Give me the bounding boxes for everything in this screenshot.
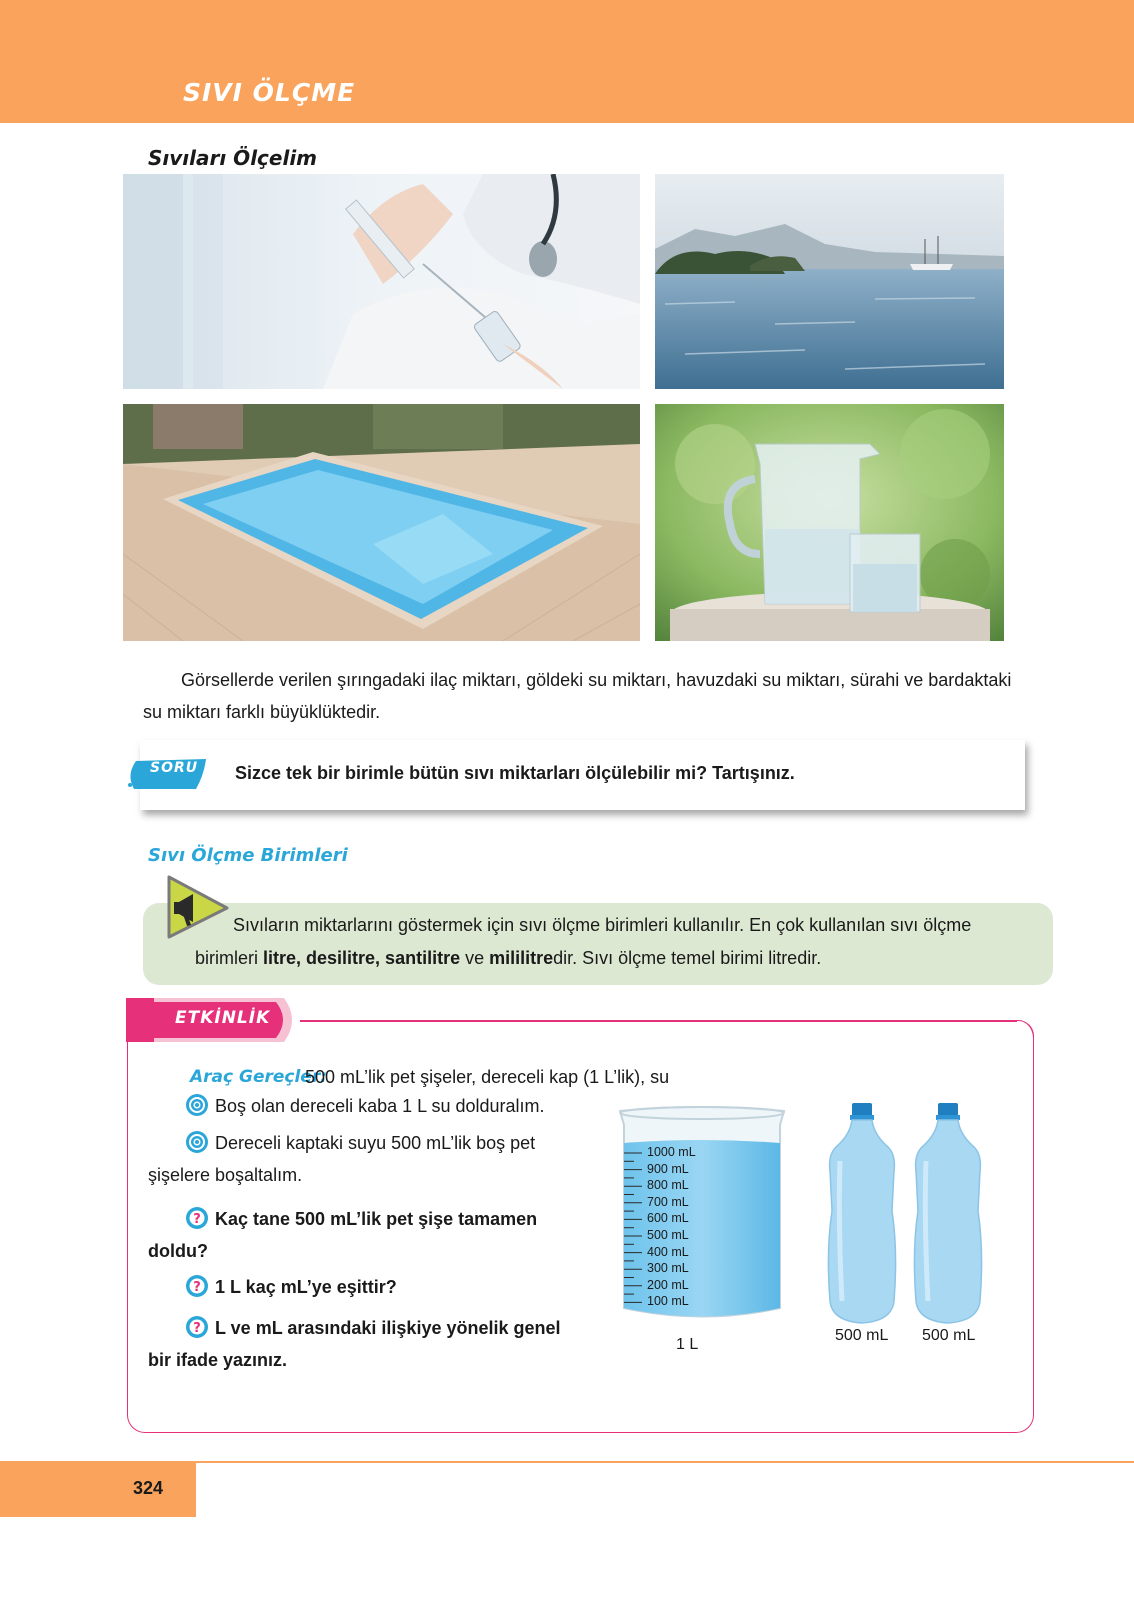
question-bullet-icon <box>185 1206 209 1230</box>
tools-text: 500 mL’lik pet şişeler, dereceli kap (1 L’lik), su <box>305 1067 670 1087</box>
question-text: Sizce tek bir birimle bütün sıvı miktarları ölçülebilir mi? Tartışınız. <box>235 763 795 783</box>
activity-badge-label: ETKİNLİK <box>175 1008 271 1028</box>
beaker-mark-label: 800 mL <box>647 1178 689 1193</box>
header-band <box>0 0 1134 123</box>
svg-text:?: ? <box>193 1212 201 1227</box>
pitcher-glass-photo <box>655 404 1004 641</box>
footer-tab <box>0 1461 196 1517</box>
question-badge-label: SORU <box>150 760 199 776</box>
unit-mililitre: mililitre <box>489 948 554 968</box>
question-bullet-icon <box>185 1315 209 1339</box>
section-title-measure: Sıvıları Ölçelim <box>148 146 318 170</box>
svg-text:?: ? <box>193 1280 201 1295</box>
beaker-mark-label: 1000 mL <box>647 1145 696 1159</box>
step-2: Dereceli kaptaki suyu 500 mL’lik boş pet şişelere boşaltalım. <box>148 1127 580 1191</box>
question-bullet-icon <box>185 1274 209 1298</box>
page-number: 324 <box>133 1478 164 1498</box>
beaker-mark-label: 900 mL <box>647 1161 689 1176</box>
page-title: SIVI ÖLÇME <box>183 78 356 107</box>
beaker-mark-label: 100 mL <box>647 1294 689 1309</box>
question-3: ? L ve mL arasındaki ilişkiye yönelik genel bir ifade yazınız. <box>148 1312 580 1376</box>
section-title-units: Sıvı Ölçme Birimleri <box>148 845 348 866</box>
intro-paragraph: Görsellerde verilen şırıngadaki ilaç miktarı, göldeki su miktarı, havuzdaki su miktarı, sürahi ve bardaktaki su miktarı farklı büyüklüktedir. <box>143 670 1012 722</box>
beaker-mark-label: 600 mL <box>647 1211 689 1226</box>
question-1: ? Kaç tane 500 mL’lik pet şişe tamamen doldu? <box>148 1203 580 1267</box>
water-bottle-1 <box>826 1101 898 1326</box>
svg-text:?: ? <box>193 1321 201 1336</box>
lake-photo <box>655 174 1004 389</box>
graduated-beaker <box>612 1103 792 1321</box>
info-text: Sıvıların miktarlarını göstermek için sıvı ölçme birimleri kullanılır. En çok kullanılan sıvı ölçme birimleri litre, desilitre, santilitre ve mililitredir. Sıvı ölçme temel birimi litredir. <box>195 915 972 968</box>
step-1: Boş olan dereceli kaba 1 L su dolduralım. <box>148 1090 580 1122</box>
bottle-caption-2: 500 mL <box>922 1327 976 1344</box>
beaker-mark-label: 200 mL <box>647 1277 689 1292</box>
unit-list: litre, desilitre, santilitre <box>263 948 461 968</box>
water-bottle-2 <box>912 1101 984 1326</box>
question-2: ? 1 L kaç mL’ye eşittir? <box>148 1271 580 1303</box>
beaker-mark-label: 700 mL <box>647 1194 689 1209</box>
syringe-photo <box>123 174 640 389</box>
target-bullet-icon <box>185 1130 209 1154</box>
target-bullet-icon <box>185 1093 209 1117</box>
beaker-mark-label: 400 mL <box>647 1244 689 1259</box>
activity-frame-corner <box>1017 1020 1034 1037</box>
activity-frame-top <box>300 1020 1017 1022</box>
pool-photo <box>123 404 640 641</box>
bottle-caption-1: 500 mL <box>835 1327 889 1344</box>
beaker-mark-label: 500 mL <box>647 1228 689 1242</box>
tools-label: Araç Gereçler: <box>190 1067 328 1087</box>
beaker-mark-label: 300 mL <box>647 1261 689 1276</box>
beaker-caption: 1 L <box>676 1336 699 1353</box>
